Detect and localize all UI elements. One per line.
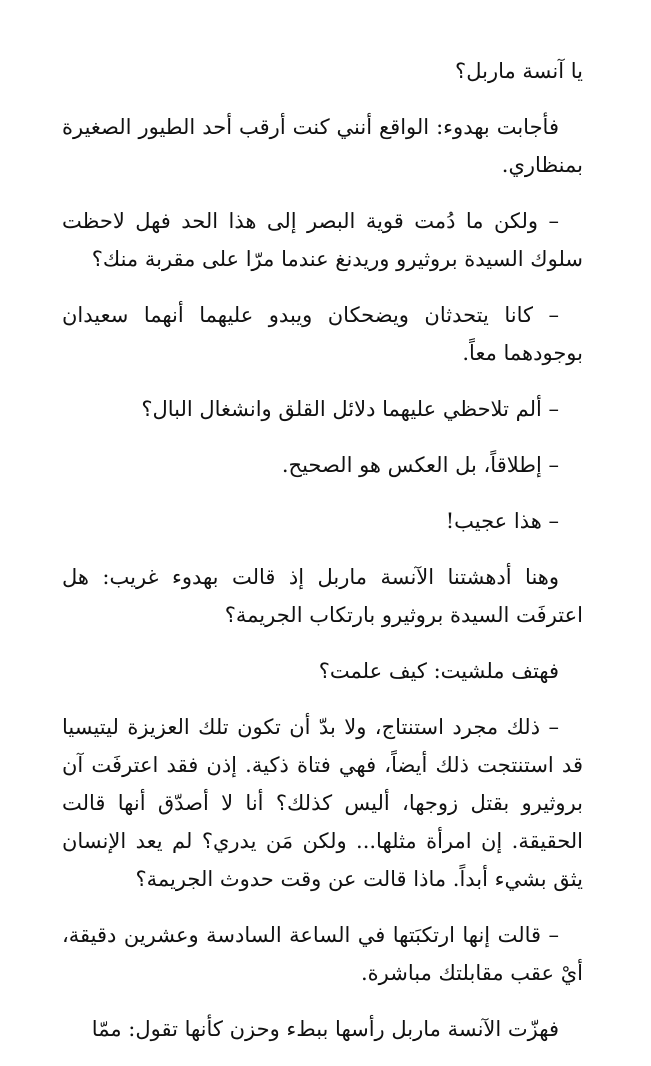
paragraph-5: – ألم تلاحظي عليهما دلائل القلق وانشغال البال؟: [141, 397, 559, 421]
paragraph-2: فأجابت بهدوء: الواقع أنني كنت أرقب أحد الطيور الصغيرة بمنظاري.: [62, 115, 583, 177]
book-page: [62, 52, 583, 1066]
paragraph-12: فهزّت الآنسة ماربل رأسها ببطء وحزن كأنها تقول: ممّا: [91, 1017, 559, 1041]
paragraph-7: – هذا عجيب!: [445, 509, 559, 533]
paragraph-9: فهتف ملشيت: كيف علمت؟: [318, 659, 559, 683]
paragraph-11: – قالت إنها ارتكبَتها في الساعة السادسة وعشرين دقيقة، أيْ عقب مقابلتك مباشرة.: [62, 923, 583, 985]
paragraph-4: – كانا يتحدثان ويضحكان ويبدو عليهما أنهما سعيدان بوجودهما معاً.: [62, 303, 583, 365]
paragraph-3: – ولكن ما دُمت قوية البصر إلى هذا الحد فهل لاحظت سلوك السيدة بروثيرو وريدنغ عندما مرّا على مقربة منك؟: [62, 209, 583, 271]
paragraph-10: – ذلك مجرد استنتاج، ولا بدّ أن تكون تلك العزيزة ليتيسيا قد استنتجت ذلك أيضاً، فهي فتاة ذكية. إذن فقد اعترفَت آن بروثيرو بقتل زوجها، أليس كذلك؟ أنا لا أصدّق أنها قالت الحقيقة. إن امرأة مثلها... ولكن مَن يدري؟ لم يعد الإنسان يثق بشيء أبداً. ماذا قالت عن وقت حدوث الجريمة؟: [62, 715, 583, 891]
paragraph-6: – إطلاقاً، بل العكس هو الصحيح.: [281, 453, 559, 477]
paragraph-1: يا آنسة ماربل؟: [455, 59, 583, 83]
paragraph-8: وهنا أدهشتنا الآنسة ماربل إذ قالت بهدوء غريب: هل اعترفَت السيدة بروثيرو بارتكاب الجريمة؟: [62, 565, 583, 627]
